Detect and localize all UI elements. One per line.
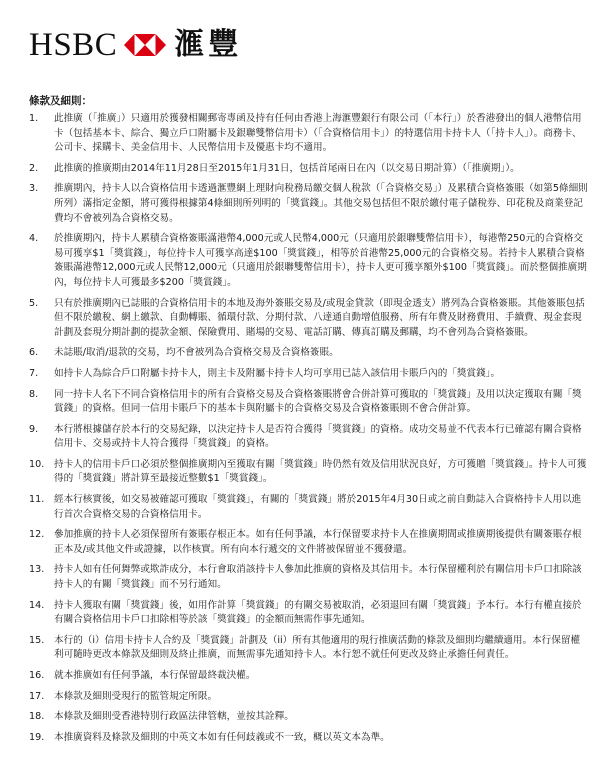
term-number: 3. [29, 183, 39, 195]
term-number: 10. [29, 458, 45, 470]
term-number: 13. [29, 564, 45, 576]
term-item [29, 710, 589, 725]
term-text: 本行的（i）信用卡持卡人合約及「獎賞錢」計劃及（ii）所有其他適用的現行推廣活動的條款及細則均繼續適用。本行保留權利可隨時更改本條款及細則及終止推廣，而無需事先通知持卡人。本行恕不就任何更改及終止承擔任何責任。 [54, 634, 581, 661]
term-number: 4. [29, 233, 39, 245]
term-item [29, 493, 589, 522]
term-item [29, 690, 589, 705]
term-number: 7. [29, 367, 39, 379]
terms-title: 條款及細則： [29, 95, 92, 107]
brand-name: HSBC [29, 26, 118, 63]
term-number: 14. [29, 599, 45, 611]
term-number: 11. [29, 494, 45, 506]
term-number: 5. [29, 297, 39, 309]
term-number: 17. [29, 690, 45, 702]
term-text: 此推廣（「推廣」）只適用於獲發相關郵寄專函及持有任何由香港上海滙豐銀行有限公司（「本行」）於香港發出的個人港幣信用卡（包括基本卡、綜合、獨立戶口附屬卡及銀聯雙幣信用卡）（「合資格信用卡」）的特選信用卡持卡人（「持卡人」）。商務卡、公司卡、採購卡、美金信用卡、人民幣信用卡及優惠卡均不適用。 [54, 113, 582, 154]
term-item [29, 634, 589, 663]
term-item [29, 232, 589, 290]
term-text: 推廣期內，持卡人以合資格信用卡透過滙豐網上理財向稅務局繳交個人稅款（「合資格交易」）及累積合資格簽賬（如第5條細則所列）滿指定金額，將可獲得根據第4條細則所列明的「獎賞錢」。其他交易包括但不限於繳付電子儲稅券、印花稅及商業登記費均不會被列為合資格交易。 [54, 183, 588, 224]
term-number: 2. [29, 162, 39, 174]
term-number: 9. [29, 423, 39, 435]
terms-list [29, 112, 589, 751]
term-text: 本行將根據儲存於本行的交易紀錄，以決定持卡人是否符合獲得「獎賞錢」的資格。成功交易並不代表本行已確認有關合資格信用卡、交易或持卡人符合獲得「獎賞錢」的資格。 [54, 423, 582, 450]
term-item [29, 669, 589, 684]
term-item [29, 112, 589, 156]
term-number: 6. [29, 347, 39, 359]
term-item [29, 528, 589, 557]
term-text: 此推廣的推廣期由2014年11月28日至2015年1月31日，包括首尾兩日在內（以交易日期計算）（「推廣期」）。 [54, 162, 520, 174]
term-item [29, 162, 589, 177]
term-text: 持卡人獲取有關「獎賞錢」後，如用作計算「獎賞錢」的有關交易被取消，必須退回有關「獎賞錢」予本行。本行有權直接於有關合資格信用卡戶口扣除相等於該「獎賞錢」的金額而無需作事先通知。 [54, 599, 582, 626]
term-text: 就本推廣如有任何爭議，本行保留最終裁決權。 [54, 670, 256, 681]
term-item [29, 423, 589, 452]
term-item [29, 367, 589, 382]
hsbc-header [29, 25, 242, 65]
term-text: 本條款及細則受現行的監管規定所限。 [54, 690, 218, 702]
term-text: 於推廣期內，持卡人累積合資格簽賬滿港幣4,000元或人民幣4,000元（只適用於銀聯雙幣信用卡），每港幣250元的合資格交易可獲享$1「獎賞錢」，每位持卡人可獲享高達$100「獎賞錢」，相等於首港幣25,000元的合資格交易。若持卡人累積合資格簽賬滿港幣12,000元或人民幣12,000元（只適用於銀聯雙幣信用卡），持卡人更可獲享額外$100「獎賞錢」。而於整個推廣期內，每位持卡人可獲最多$200「獎賞錢」。 [54, 233, 587, 288]
term-number: 1. [29, 113, 39, 124]
term-item [29, 388, 589, 417]
term-text: 未誌賬/取消/退款的交易，均不會被列為合資格交易及合資格簽賬。 [54, 347, 339, 359]
term-text: 如持卡人為綜合戶口附屬卡持卡人，則主卡及附屬卡持卡人均可享用已誌入該信用卡賬戶內的「獎賞錢」。 [54, 367, 501, 379]
term-item [29, 563, 589, 592]
term-number: 16. [29, 670, 45, 681]
term-text: 參加推廣的持卡人必須保留所有簽賬存根正本。如有任何爭議，本行保留要求持卡人在推廣期間或推廣期後提供有關簽賬存根正本及/或其他文件或證據，以作核實。所有向本行遞交的文件將被保留並不獲發還。 [54, 529, 582, 555]
term-text: 本條款及細則受香港特別行政區法律管轄，並按其詮釋。 [54, 711, 294, 723]
term-item [29, 599, 589, 628]
term-text: 經本行核實後，如交易被確認可獲取「獎賞錢」，有關的「獎賞錢」將於2015年4月30日或之前自動誌入合資格持卡人用以進行首次合資格交易的合資格信用卡。 [54, 494, 582, 520]
brand-chinese-name: 滙豐 [174, 27, 243, 62]
term-text: 只有於推廣期內已誌賬的合資格信用卡的本地及海外簽賬交易及/或現金貸款（即現金透支）將列為合資格簽賬。其他簽賬包括但不限於繳稅、網上繳款、自動轉賬、循環付款、分期付款、八達通自動增值服務、所有年費及財務費用、手續費、現金套現計劃及套現分期計劃的提款金額、保險費用、賭場的交易、電話訂購、傳真訂購及郵購，均不會列為合資格簽賬。 [54, 297, 585, 338]
term-item [29, 346, 589, 361]
term-item [29, 731, 589, 746]
term-text: 本推廣資料及條款及細則的中英文本如有任何歧義或不一致，概以英文本為準。 [54, 731, 390, 743]
term-number: 18. [29, 711, 45, 723]
term-item [29, 297, 589, 341]
term-item [29, 458, 589, 487]
term-text: 持卡人如有任何舞弊或欺詐成分，本行會取消該持卡人參加此推廣的資格及其信用卡。本行保留權利於有關信用卡戶口扣除該持卡人的有關「獎賞錢」而不另行通知。 [54, 564, 582, 591]
term-number: 8. [29, 388, 39, 400]
term-number: 15. [29, 634, 45, 646]
hsbc-hexagon-logo-icon [124, 34, 166, 56]
term-text: 持卡人的信用卡戶口必須於整個推廣期內至獲取有關「獎賞錢」時仍然有效及信用狀況良好，方可獲贈「獎賞錢」。持卡人可獲得的「獎賞錢」將計算至最接近整數$1「獎賞錢」。 [54, 458, 587, 485]
term-number: 12. [29, 529, 45, 541]
term-number: 19. [29, 731, 45, 743]
term-text: 同一持卡人名下不同合資格信用卡的所有合資格交易及合資格簽賬將會合併計算可獲取的「獎賞錢」及用以決定獲取有關「獎賞錢」的資格。但同一信用卡賬戶下的基本卡與附屬卡的合資格交易及合資格簽賬則不會合併計算。 [54, 388, 582, 415]
term-item [29, 182, 589, 226]
